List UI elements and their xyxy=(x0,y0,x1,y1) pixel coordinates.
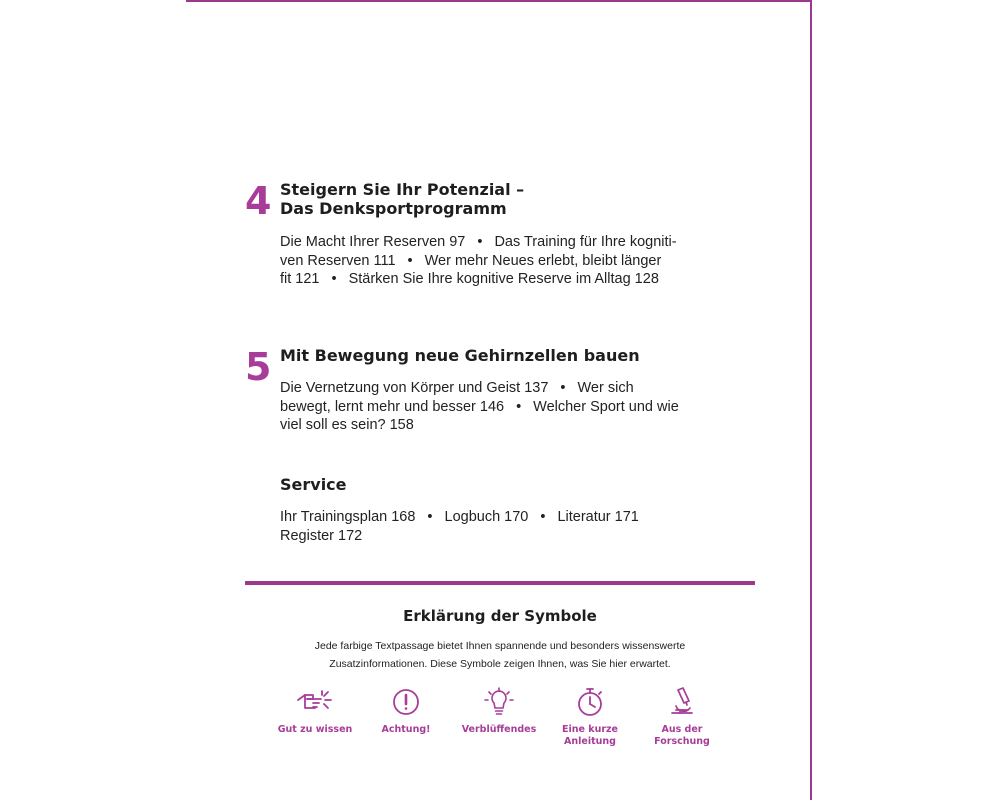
bullet-separator: • xyxy=(477,234,483,250)
symbol-label: Eine kurze Anleitung xyxy=(562,724,618,747)
toc-entry[interactable]: Register 172 xyxy=(280,527,363,544)
legend-description-line: Zusatzinformationen. Diese Symbole zeigen Ihnen, was Sie hier erwartet. xyxy=(329,658,671,670)
bullet-separator: • xyxy=(407,252,413,269)
toc-entry[interactable]: Stärken Sie Ihre kognitive Reserve im Alltag 128 xyxy=(348,271,659,288)
symbol-verblueffendes xyxy=(449,686,549,736)
bullet-separator: • xyxy=(516,398,522,415)
bullet-separator: • xyxy=(540,509,546,525)
page-frame-top xyxy=(186,0,812,2)
chapter-5 xyxy=(245,346,735,446)
chapter-number: 5 xyxy=(245,345,272,389)
toc-entry[interactable]: Wer mehr Neues erlebt, bleibt länger xyxy=(424,252,662,269)
chapter-4 xyxy=(245,180,735,300)
bullet-separator: • xyxy=(427,509,433,525)
bullet-separator: • xyxy=(560,380,566,396)
symbol-anleitung xyxy=(540,686,640,748)
stopwatch-icon xyxy=(570,686,610,718)
toc-entry[interactable]: bewegt, lernt mehr und besser 146 xyxy=(280,398,505,415)
exclamation-icon xyxy=(386,686,426,718)
toc-entry[interactable]: Das Training für Ihre kogniti- xyxy=(494,234,677,250)
service-title: Service xyxy=(280,475,347,494)
legend-description xyxy=(270,637,730,673)
chapter-title-line: Steigern Sie Ihr Potenzial – xyxy=(280,180,525,199)
toc-entry[interactable]: Welcher Sport und wie xyxy=(533,398,679,415)
toc-entry[interactable]: Literatur 171 xyxy=(557,509,639,525)
microscope-icon xyxy=(662,686,702,718)
pointing-hand-icon xyxy=(295,686,335,718)
lightbulb-icon xyxy=(479,686,519,718)
legend-title: Erklärung der Symbole xyxy=(403,607,597,625)
toc-entry[interactable]: Ihr Trainingsplan 168 xyxy=(280,509,416,525)
toc-entry[interactable]: viel soll es sein? 158 xyxy=(280,417,414,434)
toc-entry[interactable]: Die Macht Ihrer Reserven 97 xyxy=(280,234,466,250)
symbol-gut-zu-wissen xyxy=(265,686,365,736)
toc-entry[interactable]: Die Vernetzung von Körper und Geist 137 xyxy=(280,380,549,396)
symbol-label: Aus der Forschung xyxy=(654,724,710,747)
symbol-label: Achtung! xyxy=(381,724,431,735)
service-contents xyxy=(280,508,735,545)
service-section xyxy=(245,475,735,555)
chapter-title-line: Das Denksportprogramm xyxy=(280,199,507,218)
toc-entry[interactable]: fit 121 xyxy=(280,271,320,288)
toc-entry[interactable]: Logbuch 170 xyxy=(444,509,529,525)
chapter-number: 4 xyxy=(245,179,272,223)
chapter-title: Mit Bewegung neue Gehirnzellen bauen xyxy=(280,346,640,365)
chapter-contents xyxy=(280,379,735,435)
symbol-label: Gut zu wissen xyxy=(277,724,353,735)
chapter-contents xyxy=(280,233,735,289)
symbol-legend xyxy=(0,686,1000,766)
toc-entry[interactable]: Wer sich xyxy=(577,380,634,396)
chapter-title xyxy=(280,180,735,218)
symbol-forschung xyxy=(632,686,732,748)
bullet-separator: • xyxy=(331,271,337,288)
page-frame-right xyxy=(810,0,812,800)
legend-description-line: Jede farbige Textpassage bietet Ihnen spannende und besonders wissenswerte xyxy=(314,640,686,652)
symbol-achtung xyxy=(356,686,456,736)
symbol-label: Verblüffendes xyxy=(461,724,537,735)
section-divider xyxy=(245,581,755,585)
toc-entry[interactable]: ven Reserven 111 xyxy=(280,252,396,269)
